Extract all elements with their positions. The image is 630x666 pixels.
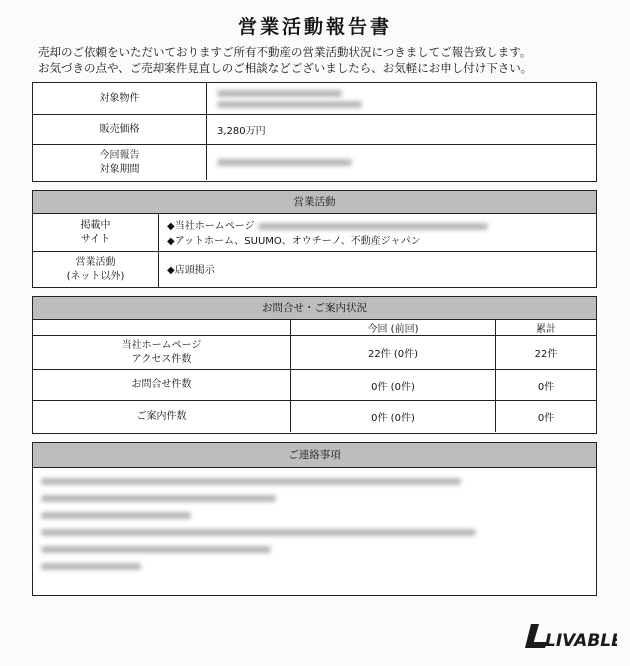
row-label: 当社ホームページ アクセス件数 [33,336,291,369]
table-row [33,336,596,370]
row-label: お問合せ件数 [33,370,291,400]
row-current: 0件 (0件) [291,401,496,432]
listing-sites-value [159,214,596,251]
row-total: 22件 [534,349,558,360]
period-row [33,145,596,180]
offline-activity-label: 営業活動 (ネット以外) [33,252,159,288]
row-current: 22件 (0件) [291,336,496,369]
listing-site-portals: ◆アットホーム、SUUMO、オウチーノ、不動産ジャパン [167,236,421,247]
property-row [33,83,596,115]
offline-activity-row [33,252,596,288]
property-value-redacted [207,83,596,114]
period-value-redacted [207,145,596,180]
row-current: 0件 (0件) [291,370,496,400]
intro-text [38,44,608,76]
table-row [33,370,596,401]
property-table [32,82,597,182]
inquiry-section [32,296,597,434]
inquiry-header: お問合せ・ご案内状況 [33,297,596,320]
listing-sites-row [33,214,596,252]
period-label: 今回報告 対象期間 [33,145,207,180]
listing-site-homepage: ◆当社ホームページ [167,221,255,232]
price-label: 販売価格 [33,115,207,144]
row-label: ご案内件数 [33,401,291,432]
row-total: 0件 [537,381,555,393]
column-current: 今回 (前回) [291,320,496,335]
livable-logo [525,622,617,650]
offline-activity-value: ◆店頭掲示 [167,264,215,276]
intro-line-1: 売却のご依頼をいただいておりますご所有不動産の営業活動状況につきましてご報告致します。 [38,45,532,59]
row-total: 0件 [537,413,555,424]
logo-text: LIVABLE [545,631,617,650]
contact-notes-redacted [33,468,596,580]
property-label: 対象物件 [33,83,207,114]
table-row [33,401,596,432]
column-total: 累計 [536,324,556,335]
inquiry-column-headers [33,320,596,336]
sales-activity-header: 営業活動 [33,191,596,214]
price-row [33,115,596,145]
contact-notes-section [32,442,597,596]
document-title: 営業活動報告書 [237,16,392,38]
sales-activity-section [32,190,597,288]
contact-notes-header: ご連絡事項 [33,443,596,468]
listing-sites-label: 掲載中 サイト [33,214,159,251]
intro-line-2: お気づきの点や、ご売却案件見直しのご相談などございましたら、お気軽にお申し付け下さい。 [38,61,533,75]
price-value: 3,280万円 [217,126,266,137]
